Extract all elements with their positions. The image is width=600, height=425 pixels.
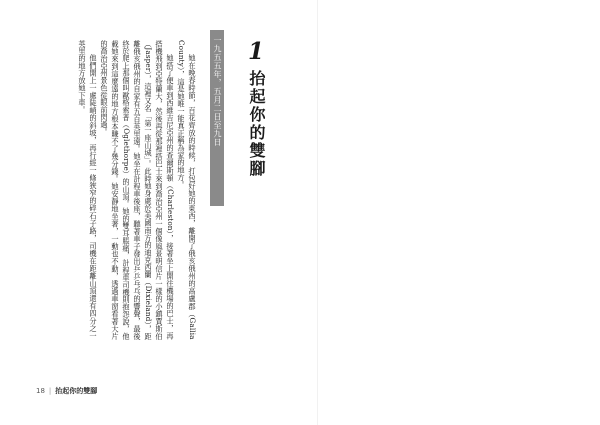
body-text — [36, 40, 198, 340]
page-number: 18 — [36, 387, 45, 395]
paragraph: 他們開上一處陡峭的斜坡，再行經一條狹窄的碎石子路，司機在距離山頂還有四分之一英里的地方放她下車。 — [78, 40, 98, 340]
chapter-number: 1 — [247, 38, 264, 65]
page-footer — [36, 385, 97, 397]
page-gutter — [317, 0, 318, 425]
paragraph: 她在晚春時節，百花齊放的時候，打包好她的東西，離開了俄亥俄州的高盧郡（Gallia County），這是她唯一能真正稱為家的地方。 — [177, 40, 197, 340]
running-title: 抬起你的雙腳 — [55, 387, 98, 395]
chapter-title: 抬起你的雙腳 — [247, 70, 266, 178]
footer-separator: | — [48, 387, 52, 395]
date-banner-text: 一九五五年，五月二日至九日 — [213, 36, 222, 147]
paragraph: 她搭了便車到西維吉尼亞州的查爾斯頓（Charleston），接著坐上開往機場的巴士，再搭機飛到亞特蘭大，然後再從那裡搭巴士來到喬治亞州一個像風景明信片一樣的小鎮賈斯伯（Jasper），這裡又名「第一座山城」。此時她身處於美國南方的迪克西蘭（Dixieland），距離俄亥俄州的自家有五百英里遠。她坐在計程車後座，聽著車子發出乒乒乓乓的響聲，最後終於爬上那個叫歐格索普（Oglethorpe）的山頂。她的雙耳脹痛，計程車司機則抱怨說，他載她來到這麼遠的地方根本賺不了幾分錢。她安靜地坐著，一動也不動，透過車窗看著大片的喬治亞州景色從眼前閃過。 — [100, 40, 175, 340]
